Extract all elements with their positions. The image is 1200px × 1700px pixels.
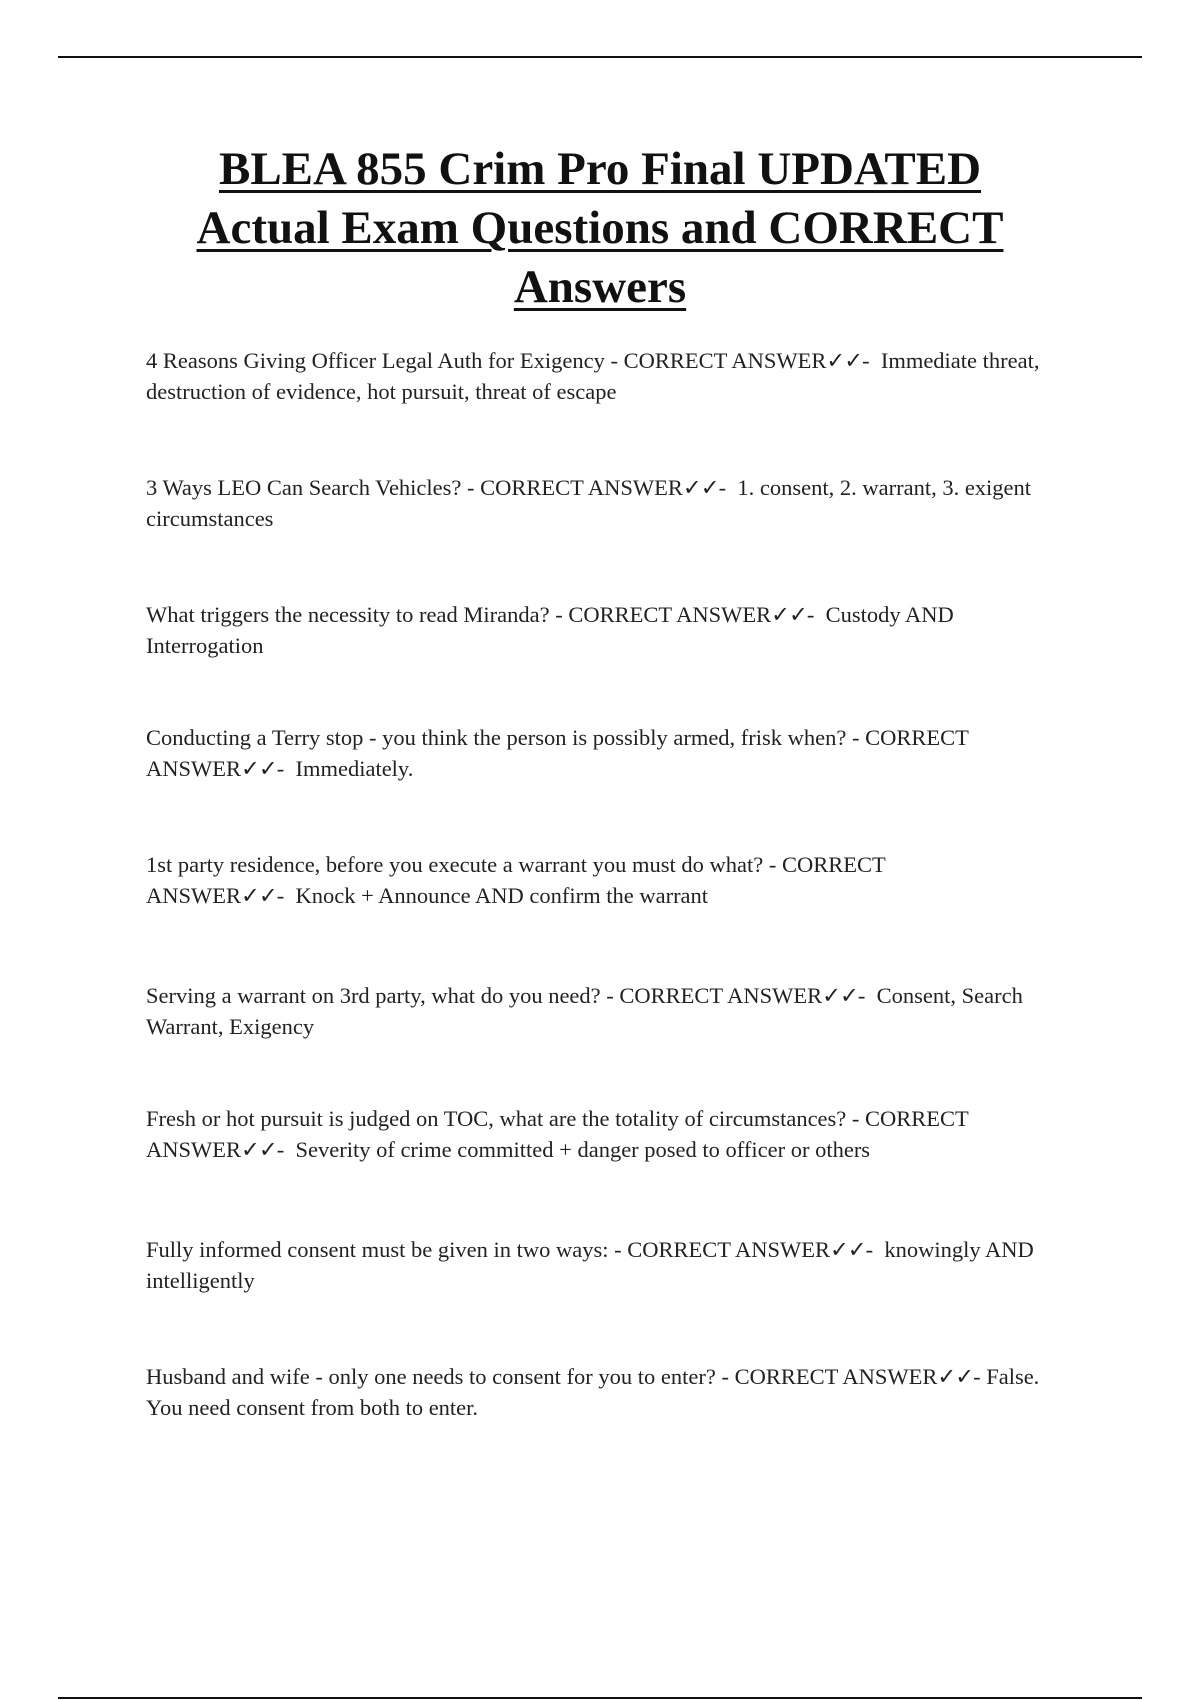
- answer-marker: CORRECT ANSWER: [146, 1106, 969, 1162]
- answer-text: Immediately.: [295, 756, 414, 781]
- answer-text: 1. consent, 2. warrant, 3. exigent circumstances: [146, 475, 1032, 531]
- answer-text: knowingly AND intelligently: [146, 1237, 1034, 1293]
- answer-text: Immediate threat, destruction of evidence, hot pursuit, threat of escape: [146, 348, 1040, 404]
- qa-item: Conducting a Terry stop - you think the person is possibly armed, frisk when? - CORRECT ANSWER✓✓- Immediately.: [146, 725, 969, 781]
- question-text: What triggers the necessity to read Miranda?: [146, 602, 550, 627]
- title-line: Actual Exam Questions and CORRECT: [196, 202, 1004, 254]
- answer-text: Severity of crime committed + danger posed to officer or others: [295, 1137, 871, 1162]
- qa-item: 4 Reasons Giving Officer Legal Auth for Exigency - CORRECT ANSWER✓✓- Immediate threat, destruction of evidence, hot pursuit, threat of escape: [146, 348, 1040, 404]
- title-line: BLEA 855 Crim Pro Final UPDATED: [218, 143, 982, 195]
- check-mark-icon: ✓✓: [771, 602, 807, 627]
- answer-marker: CORRECT ANSWER: [627, 1237, 830, 1262]
- answer-marker: CORRECT ANSWER: [619, 983, 823, 1008]
- question-text: Husband and wife - only one needs to consent for you to enter?: [146, 1364, 716, 1389]
- qa-item: Fully informed consent must be given in two ways: - CORRECT ANSWER✓✓- knowingly AND intelligently: [146, 1237, 1034, 1293]
- check-mark-icon: ✓✓: [822, 983, 858, 1008]
- bottom-rule: [58, 1697, 1142, 1699]
- answer-text: False. You need consent from both to enter.: [146, 1364, 1040, 1420]
- answer-text: Consent, Search Warrant, Exigency: [146, 983, 1023, 1039]
- qa-item: What triggers the necessity to read Miranda? - CORRECT ANSWER✓✓- Custody AND Interrogation: [146, 602, 954, 658]
- answer-marker: CORRECT ANSWER: [734, 1364, 938, 1389]
- qa-item: Fresh or hot pursuit is judged on TOC, what are the totality of circumstances? - CORRECT ANSWER✓✓- Severity of crime committed + danger posed to officer or others: [146, 1106, 969, 1162]
- qa-item: Serving a warrant on 3rd party, what do you need? - CORRECT ANSWER✓✓- Consent, Search Warrant, Exigency: [146, 983, 1023, 1039]
- question-text: Conducting a Terry stop - you think the person is possibly armed, frisk when?: [146, 725, 847, 750]
- check-mark-icon: ✓✓: [826, 348, 863, 373]
- check-mark-icon: ✓✓: [241, 756, 277, 781]
- question-text: Fresh or hot pursuit is judged on TOC, what are the totality of circumstances?: [146, 1106, 847, 1131]
- qa-item: 3 Ways LEO Can Search Vehicles? - CORRECT ANSWER✓✓- 1. consent, 2. warrant, 3. exigent circumstances: [146, 475, 1032, 531]
- answer-marker: CORRECT ANSWER: [480, 475, 683, 500]
- check-mark-icon: ✓✓: [937, 1364, 974, 1389]
- answer-text: Custody AND Interrogation: [146, 602, 954, 658]
- check-mark-icon: ✓✓: [241, 1137, 277, 1162]
- answer-text: Knock + Announce AND confirm the warrant: [295, 883, 709, 908]
- qa-item: Husband and wife - only one needs to consent for you to enter? - CORRECT ANSWER✓✓- False. You need consent from both to enter.: [146, 1364, 1040, 1420]
- question-text: Fully informed consent must be given in two ways:: [146, 1237, 609, 1262]
- question-text: 1st party residence, before you execute a warrant you must do what?: [146, 852, 764, 877]
- question-text: 3 Ways LEO Can Search Vehicles?: [146, 475, 462, 500]
- answer-marker: CORRECT ANSWER: [568, 602, 772, 627]
- answer-marker: CORRECT ANSWER: [623, 348, 827, 373]
- title-line: Answers: [513, 261, 687, 313]
- check-mark-icon: ✓✓: [682, 475, 719, 500]
- answer-marker: CORRECT ANSWER: [146, 852, 886, 908]
- check-mark-icon: ✓✓: [241, 883, 277, 908]
- question-text: 4 Reasons Giving Officer Legal Auth for Exigency: [146, 348, 605, 373]
- check-mark-icon: ✓✓: [829, 1237, 866, 1262]
- answer-marker: CORRECT ANSWER: [146, 725, 969, 781]
- question-text: Serving a warrant on 3rd party, what do you need?: [146, 983, 601, 1008]
- qa-item: 1st party residence, before you execute a warrant you must do what? - CORRECT ANSWER✓✓- Knock + Announce AND confirm the warrant: [146, 852, 886, 908]
